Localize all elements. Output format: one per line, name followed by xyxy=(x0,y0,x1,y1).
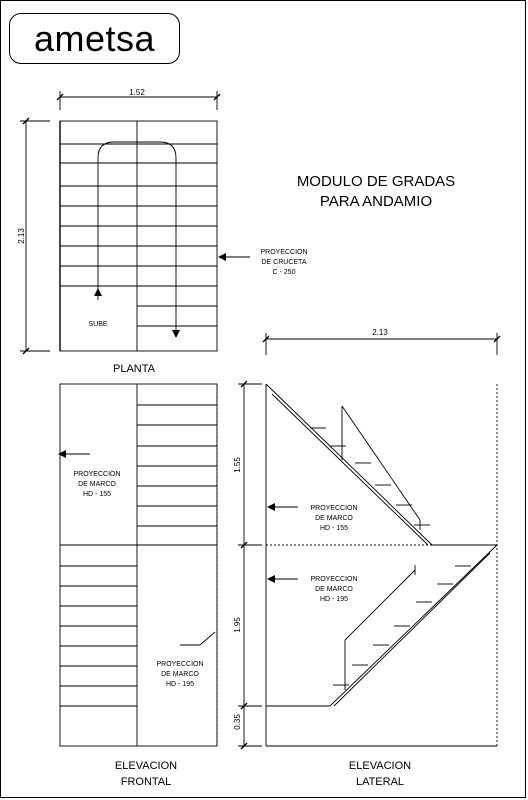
side-dim-upper: 1.55 xyxy=(233,457,242,473)
title-line-2: PARA ANDAMIO xyxy=(319,193,433,210)
plan-up-arrow xyxy=(94,288,102,296)
cruceta-arrow xyxy=(218,253,226,261)
side-dim-middle: 1.95 xyxy=(233,617,242,633)
front-marco195-line-3: HD - 195 xyxy=(165,681,195,688)
side-marco155-line-2: DE MARCO xyxy=(315,515,353,522)
side-label-line-2: LATERAL xyxy=(355,776,405,788)
plan-label: PLANTA xyxy=(113,363,155,375)
title-line-1: MODULO DE GRADAS xyxy=(296,173,456,190)
front-marco155-arrow xyxy=(58,450,66,458)
front-marco195-line-1: PROYECCION xyxy=(156,661,204,668)
side-marco195-line-3: HD - 195 xyxy=(319,596,349,603)
side-dim-lower: 0.35 xyxy=(233,714,242,730)
plan-outline xyxy=(60,121,217,351)
side-marco195-arrow xyxy=(267,575,275,583)
side-marco155-arrow xyxy=(267,503,275,511)
side-upper-handrail xyxy=(342,406,420,520)
cruceta-line-3: C - 250 xyxy=(272,269,296,276)
side-marco195-line-2: DE MARCO xyxy=(315,586,353,593)
ametsa-logo: ametsa xyxy=(9,13,180,64)
front-marco155-line-3: HD - 155 xyxy=(82,491,112,498)
front-label-line-2: FRONTAL xyxy=(120,776,172,788)
side-marco155-line-3: HD - 155 xyxy=(319,525,349,532)
side-label-line-1: ELEVACION xyxy=(348,760,412,772)
side-marco195-line-1: PROYECCION xyxy=(310,576,358,583)
plan-width-dim: 1.52 xyxy=(129,88,145,97)
front-marco195-leader-slant xyxy=(200,632,215,645)
sube-label: SUBE xyxy=(88,321,108,328)
front-marco155-line-1: PROYECCION xyxy=(73,471,121,478)
plan-down-arrow xyxy=(172,330,180,338)
cruceta-line-2: DE CRUCETA xyxy=(261,259,307,266)
side-lower-stringer-a xyxy=(330,545,497,706)
front-outline xyxy=(60,384,217,746)
front-marco155-line-2: DE MARCO xyxy=(78,481,116,488)
side-upper-stringer-b xyxy=(272,394,428,545)
cruceta-line-1: PROYECCION xyxy=(260,249,308,256)
front-label-line-1: ELEVACION xyxy=(114,760,178,772)
side-width-dim: 2.13 xyxy=(372,328,388,337)
front-marco195-line-2: DE MARCO xyxy=(161,671,199,678)
plan-height-dim: 2.13 xyxy=(17,228,26,244)
side-marco155-line-1: PROYECCION xyxy=(310,505,358,512)
